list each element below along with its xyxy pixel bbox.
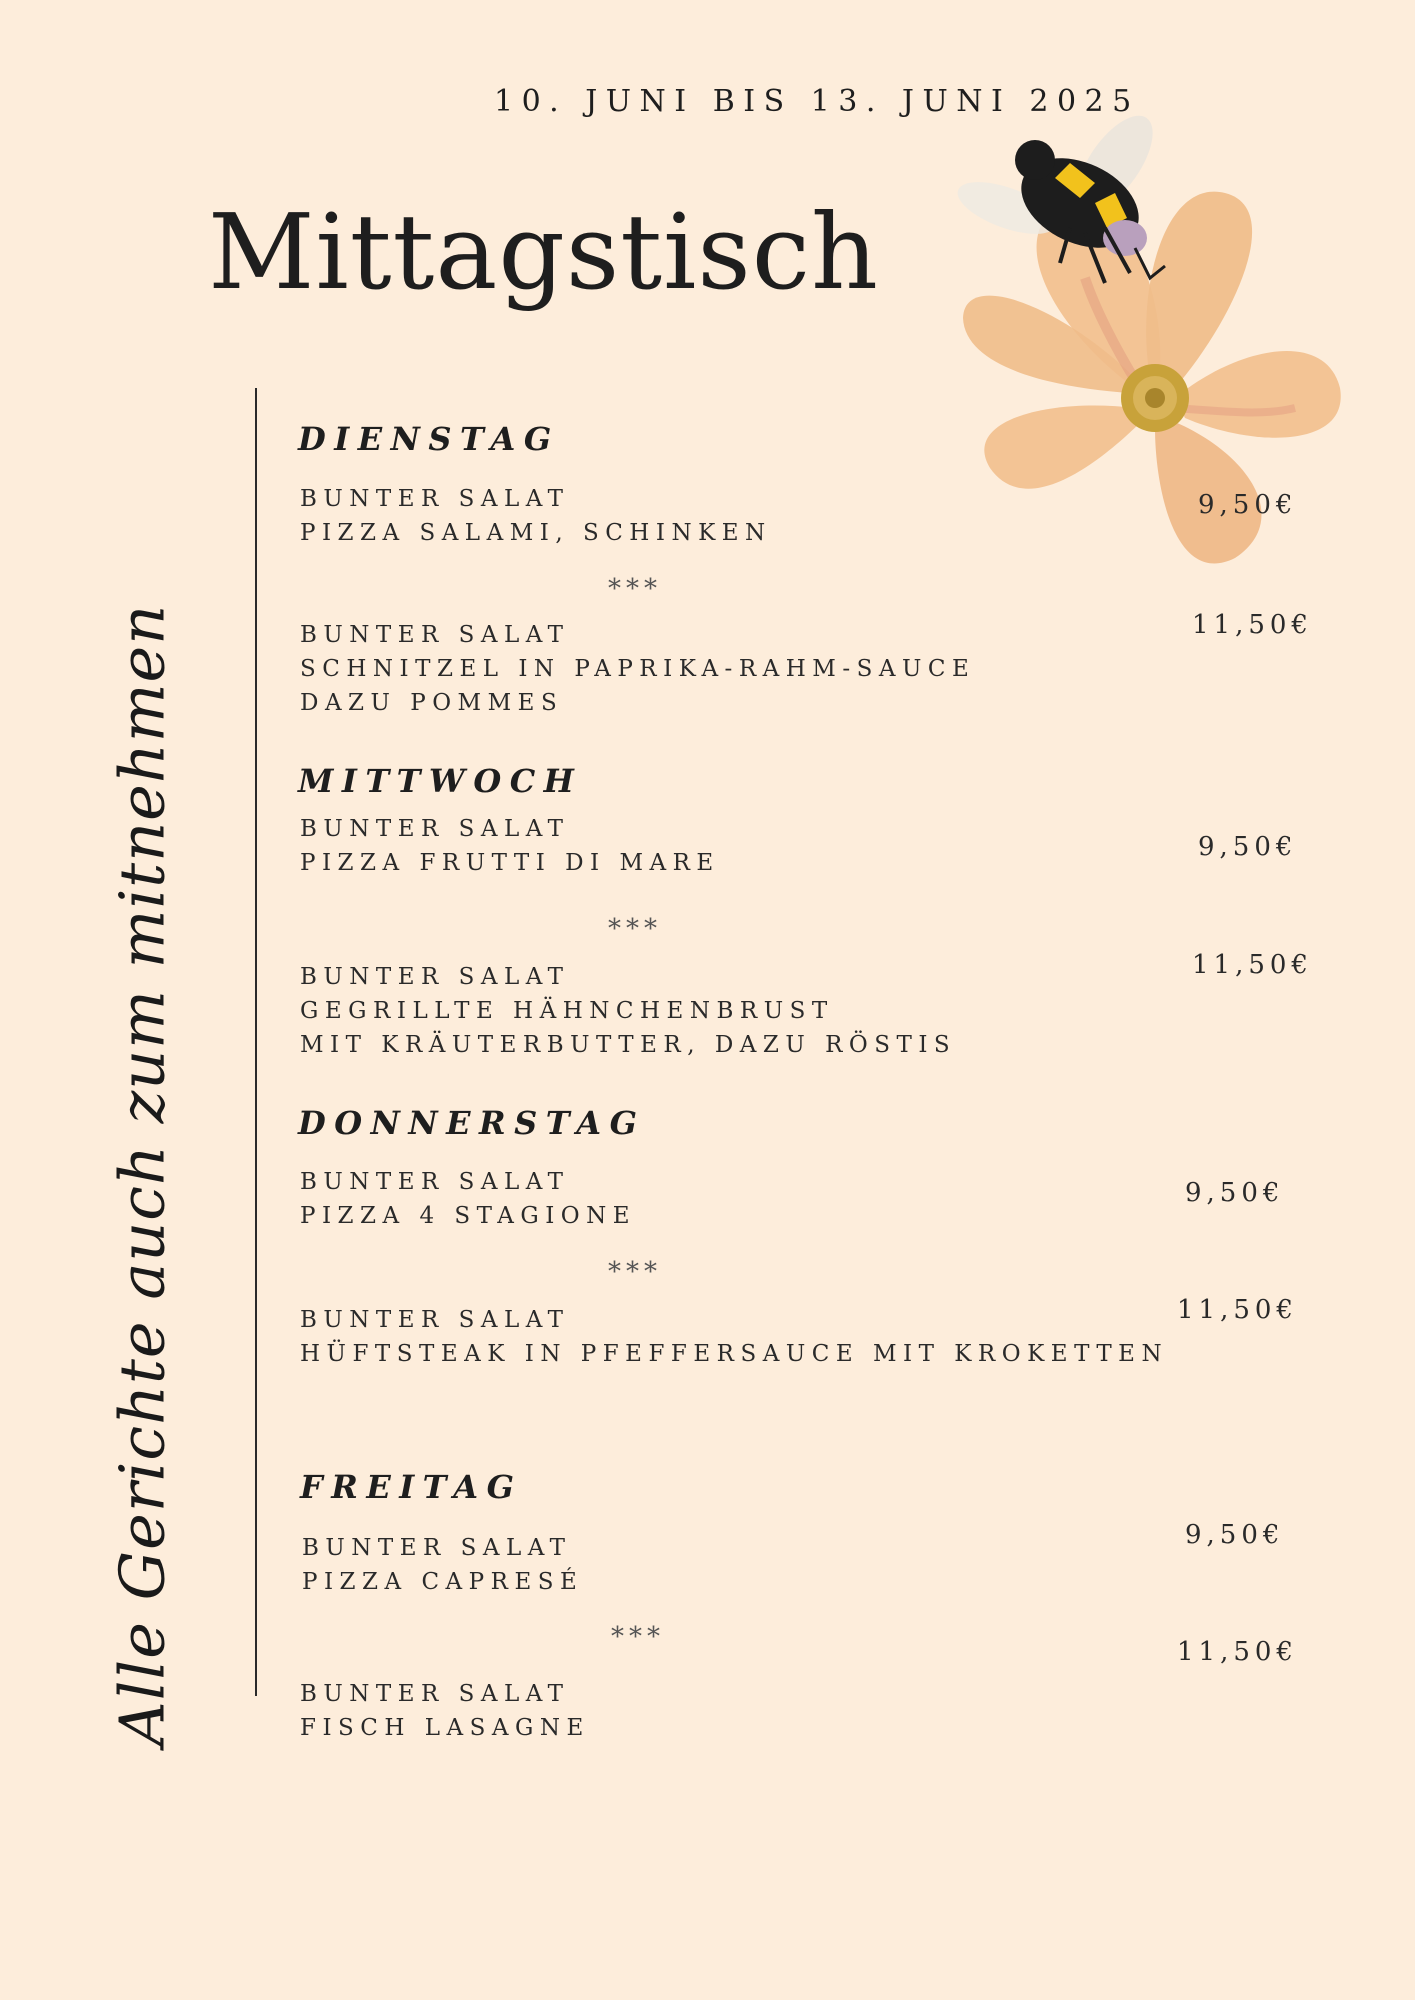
menu-separator: ***: [608, 1257, 662, 1287]
menu-price: 11,50€: [1192, 610, 1313, 640]
menu-price: 9,50€: [1185, 1520, 1285, 1550]
menu-price: 9,50€: [1198, 490, 1298, 520]
menu-price: 9,50€: [1198, 832, 1298, 862]
menu-separator: ***: [608, 914, 662, 944]
menu-item: BUNTER SALAT PIZZA FRUTTI DI MARE: [300, 816, 720, 876]
menu-price: 11,50€: [1177, 1295, 1298, 1325]
menu-item: BUNTER SALAT HÜFTSTEAK IN PFEFFERSAUCE MIT KROKETTEN: [300, 1307, 1169, 1367]
takeaway-note: Alle Gerichte auch zum mitnehmen: [105, 603, 179, 1747]
date-range: 10. JUNI BIS 13. JUNI 2025: [494, 84, 1140, 119]
menu-item: BUNTER SALAT SCHNITZEL IN PAPRIKA-RAHM-SAUCE DAZU POMMES: [300, 622, 976, 716]
menu-item: BUNTER SALAT PIZZA 4 STAGIONE: [300, 1169, 637, 1229]
day-heading-donnerstag: DONNERSTAG: [298, 1104, 646, 1142]
menu-price: 11,50€: [1192, 950, 1313, 980]
menu-price: 9,50€: [1185, 1178, 1285, 1208]
menu-item: BUNTER SALAT PIZZA CAPRESÉ: [302, 1535, 584, 1595]
day-heading-mittwoch: MITTWOCH: [298, 762, 583, 800]
menu-item: BUNTER SALAT GEGRILLTE HÄHNCHENBRUST MIT KRÄUTERBUTTER, DAZU RÖSTIS: [300, 964, 957, 1058]
menu-separator: ***: [611, 1622, 665, 1652]
day-heading-freitag: FREITAG: [300, 1468, 523, 1506]
menu-separator: ***: [608, 574, 662, 604]
menu-price: 11,50€: [1177, 1637, 1298, 1667]
menu-item: BUNTER SALAT PIZZA SALAMI, SCHINKEN: [300, 486, 772, 546]
page-title: Mittagstisch: [208, 191, 879, 313]
day-heading-dienstag: DIENSTAG: [298, 420, 560, 458]
menu-item: BUNTER SALAT FISCH LASAGNE: [300, 1681, 590, 1741]
divider-line: [255, 388, 257, 1696]
